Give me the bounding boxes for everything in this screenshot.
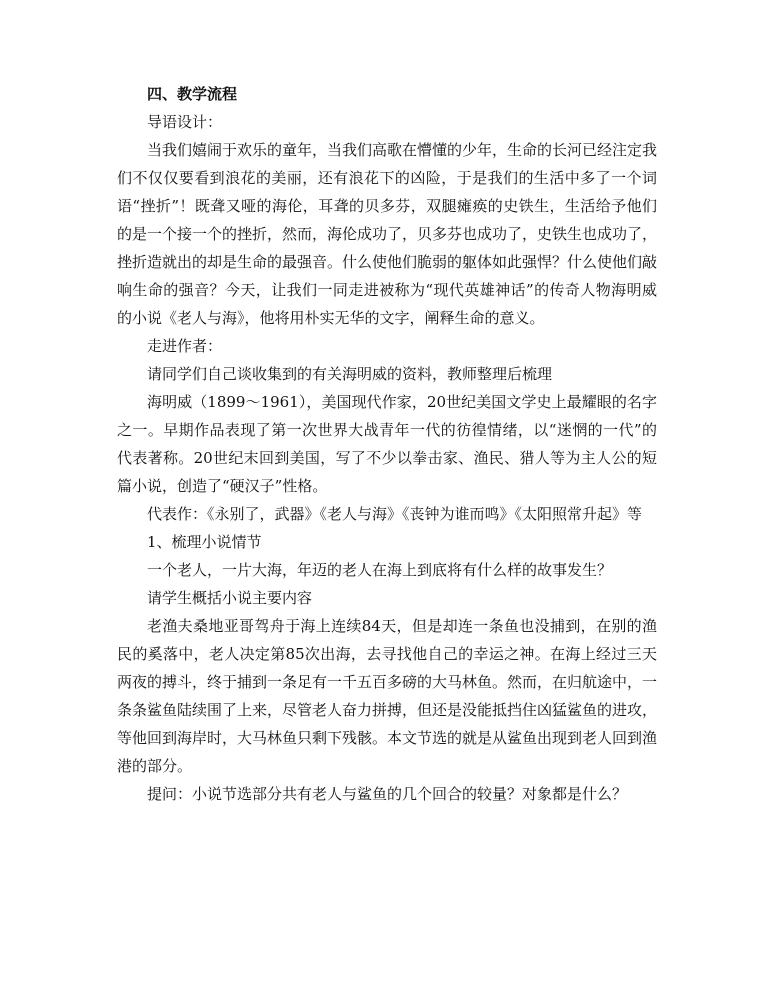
paragraph-intro-text: 当我们嬉闹于欢乐的童年，当我们高歌在懵懂的少年，生命的长河已经注定我们不仅仅要看到浪花的美丽，还有浪花下的凶险，于是我们的生活中多了一个词语“挫折”！既聋又哑的海伦，耳聋的贝多芬，双腿瘫痪的史铁生，生活给予他们的是一个接一个的挫折，然而，海伦成功了，贝多芬也成功了，史铁生也成功了，挫折造就出的却是生命的最强音。什么使他们脆弱的躯体如此强悍？什么使他们敲响生命的强音？今天，让我们一同走进被称为“现代英雄神话”的传奇人物海明威的小说《老人与海》，他将用朴实无华的文字，阐释生命的意义。 [117,141,658,327]
paragraph-author-bio: 海明威（1899～1961），美国现代作家，20世纪美国文学史上最耀眼的名字之一。早期作品表现了第一次世界大战青年一代的彷徨情绪，以“迷惘的一代”的代表著称。20世纪末回到美国，写了不少以拳击家、渔民、猎人等为主人公的短篇小说，创造了“硬汉子”性格。 [117,393,657,495]
document-page [117,80,657,808]
paragraph-intro-label: 导语设计： [147,113,223,131]
paragraph-author-task: 请同学们自己谈收集到的有关海明威的资料，教师整理后梳理 [147,365,553,383]
paragraph-author-label: 走进作者： [147,337,223,355]
section-heading: 四、教学流程 [147,85,238,103]
paragraph-plot-question: 一个老人，一片大海，年迈的老人在海上到底将有什么样的故事发生？ [147,561,613,579]
paragraph-summary-task: 请学生概括小说主要内容 [147,589,313,607]
paragraph-question: 提问：小说节选部分共有老人与鲨鱼的几个回合的较量？对象都是什么？ [147,785,628,803]
paragraph-summary: 老渔夫桑地亚哥驾舟于海上连续84天，但是却连一条鱼也没捕到，在别的渔民的奚落中，老人决定第85次出海，去寻找他自己的幸运之神。在海上经过三天两夜的搏斗，终于捕到一条足有一千五百多磅的大马林鱼。然而，在归航途中，一条条鲨鱼陆续围了上来，尽管老人奋力拼搏，但还是没能抵挡住凶猛鲨鱼的进攻，等他回到海岸时，大马林鱼只剩下残骸。本文节选的就是从鲨鱼出现到老人回到渔港的部分。 [117,617,658,775]
paragraph-works: 代表作：《永别了，武器》《老人与海》《丧钟为谁而鸣》《太阳照常升起》等 [147,505,643,523]
paragraph-plot-heading: 1、梳理小说情节 [147,533,262,551]
